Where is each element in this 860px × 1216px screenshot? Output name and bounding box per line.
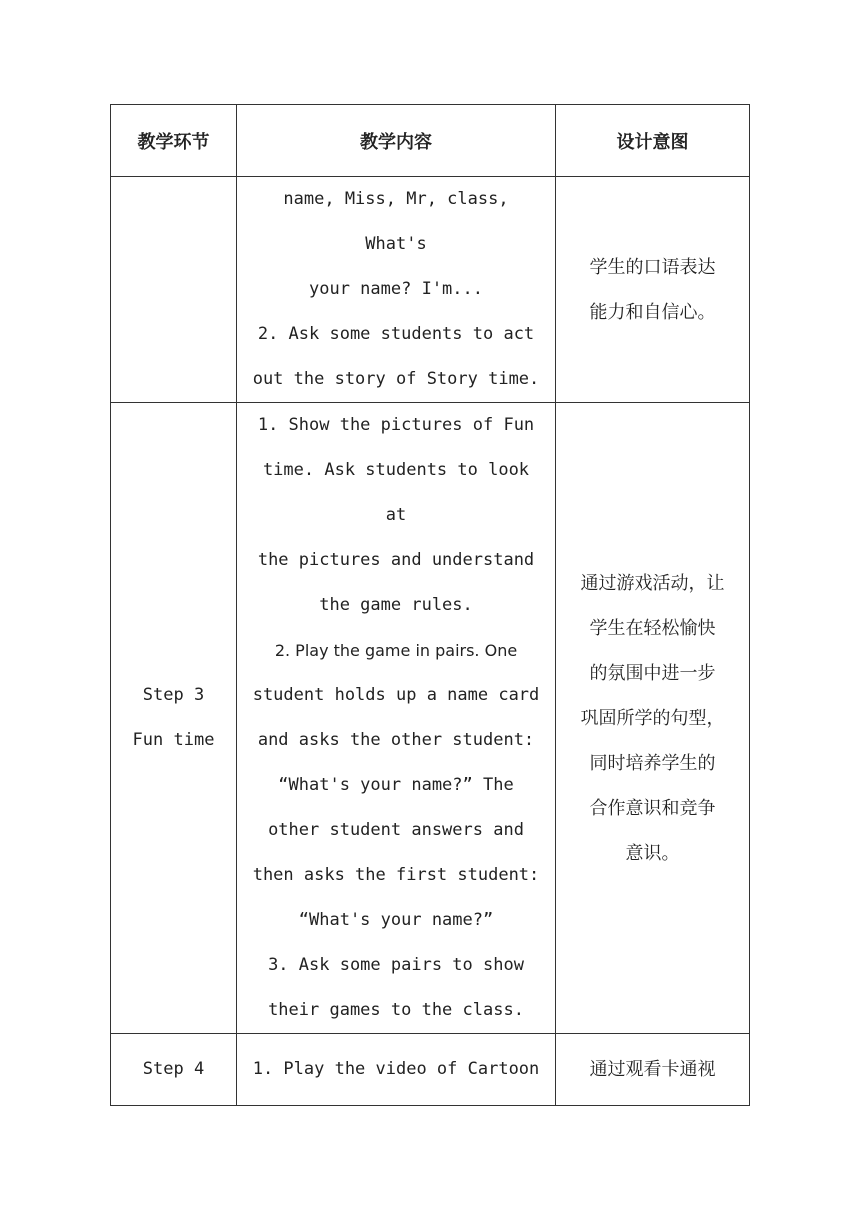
- content-line: 2. Ask some students to act: [257, 324, 535, 344]
- table-header-row: [111, 105, 750, 177]
- header-teaching-content: 教学内容: [237, 105, 556, 177]
- intent-line: 意识。: [625, 842, 680, 864]
- content-cell: [237, 177, 556, 403]
- content-line: and asks the other student:: [257, 730, 535, 750]
- step-cell: [111, 177, 237, 403]
- content-line: “What's your name?”: [298, 910, 494, 930]
- content-line: out the story of Story time.: [252, 369, 540, 389]
- step-cell: [111, 1034, 237, 1106]
- step-number: Step 3: [142, 685, 205, 705]
- header-design-intent: 设计意图: [556, 105, 750, 177]
- intent-line: 的氛围中进一步: [589, 662, 716, 684]
- content-cell: [237, 1034, 556, 1106]
- step-title: Fun time: [132, 730, 215, 750]
- intent-line: 能力和自信心。: [589, 301, 716, 323]
- intent-line: 合作意识和竞争: [589, 797, 716, 819]
- intent-line: 巩固所学的句型，: [580, 707, 725, 729]
- content-line: 1. Show the pictures of Fun: [257, 415, 535, 435]
- intent-line: 通过游戏活动，让: [580, 572, 725, 594]
- content-cell: [237, 403, 556, 1034]
- step-cell: [111, 403, 237, 1034]
- content-line: “What's your name?” The: [278, 775, 514, 795]
- table-row: [111, 1034, 750, 1106]
- intent-line: 通过观看卡通视: [589, 1059, 716, 1080]
- table-row: [111, 177, 750, 403]
- intent-line: 同时培养学生的: [589, 752, 716, 774]
- step-number: Step 4: [142, 1059, 205, 1079]
- content-line: 2. Play the game in pairs. One: [274, 641, 518, 660]
- header-teaching-stage: 教学环节: [111, 105, 237, 177]
- content-line: then asks the first student:: [252, 865, 540, 885]
- table-row: [111, 403, 750, 1034]
- lesson-plan-table: [110, 104, 750, 1106]
- intent-cell: [556, 177, 750, 403]
- content-line: name, Miss, Mr, class, What's: [283, 189, 509, 254]
- content-line: student holds up a name card: [252, 685, 540, 705]
- intent-line: 学生的口语表达: [589, 256, 716, 278]
- intent-cell: [556, 403, 750, 1034]
- intent-line: 学生在轻松愉快: [589, 617, 716, 639]
- content-line: your name? I'm...: [309, 279, 483, 299]
- content-line: 1. Play the video of Cartoon: [252, 1059, 540, 1079]
- content-line: their games to the class.: [268, 1000, 524, 1020]
- content-line: the game rules.: [319, 595, 473, 615]
- content-line: the pictures and understand: [257, 550, 535, 570]
- content-line: other student answers and: [268, 820, 524, 840]
- content-line: time. Ask students to look at: [262, 460, 530, 525]
- intent-cell: [556, 1034, 750, 1106]
- content-line: 3. Ask some pairs to show: [268, 955, 524, 975]
